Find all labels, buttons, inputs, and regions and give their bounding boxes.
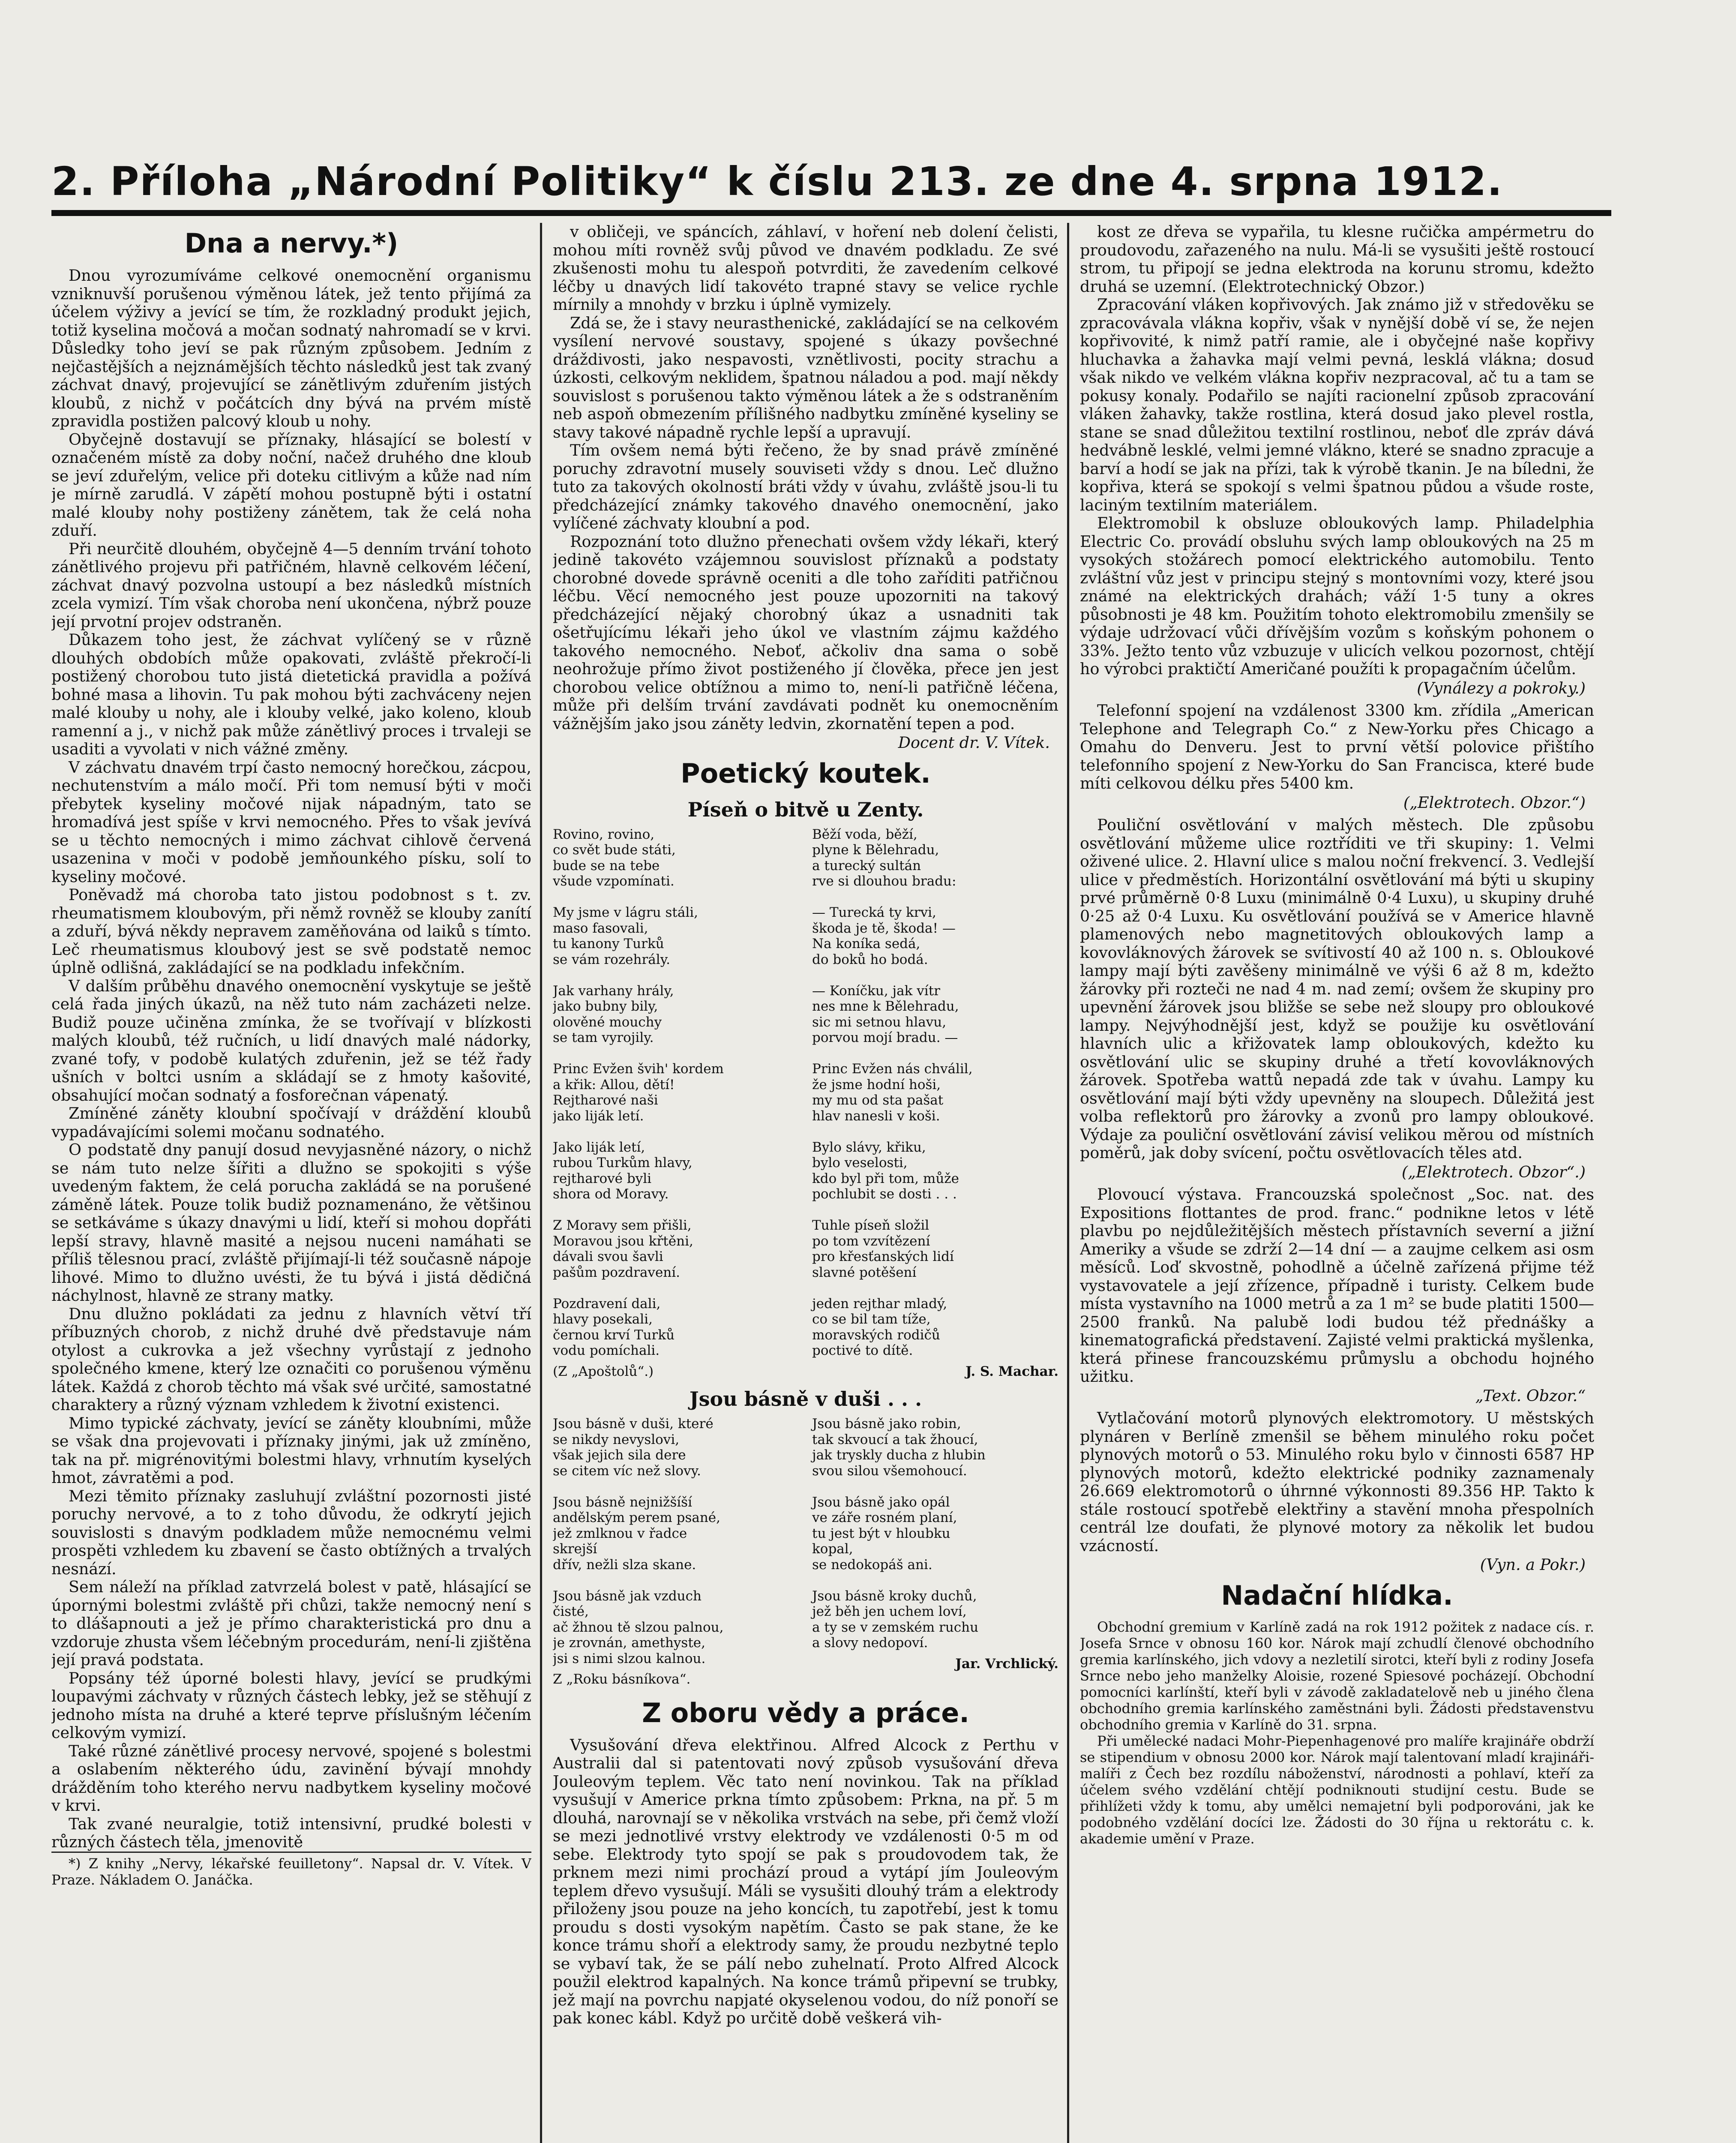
paragraph: Rozpoznání toto dlužno přenechati ovšem vždy lékaři, který jedině takovéto vzájemnou souvislost příznaků a podstaty chorobné dovede správně oceniti a dle toho zaříditi patřičnou léčbu. Věcí nemocného jest pouze upozorniti na takový předcházející nějaký chorobný úkaz a usnadniti tak ošetřujícímu lékaři jeho úkol ve vlastním zájmu každého takového nemocného. Neboť, ačkoliv dna sama o sobě neohrožuje přímo život postiženého jí člověka, přece jen jest chorobou velice obtížnou a mimo to, není-li patřičně léčena, může při delším trvání zavdávati podnět ku onemocněním vážnějším jako jsou záněty ledvin, zkornatění tepen a pod.	[553, 532, 1058, 733]
source-note: „Text. Obzor.“	[1475, 1386, 1586, 1405]
paragraph: Pouliční osvětlování v malých městech. Dle způsobu osvětlování můžeme ulice roztříditi ve tři skupiny: 1. Velmi oživené ulice. 2. Hlavní ulice s malou noční frekvencí. 3. Vedlejší ulice v předměstích. Horizontální osvětlování má býti u skupiny prvé průměrně 0·8 Luxu (minimálně 0·4 Luxu), u skupiny druhé 0·25 až 0·4 Luxu. Ku osvětlování používá se v Americe hlavně plamenových nebo magnetitových obloukových lamp a kovovláknových žárovek se svítivostí 40 až 100 n. s. Obloukové lampy mají býti zavěšeny minimálně ve výši 6 až 8 m, kdežto žárovky při rozteči ne nad 4 m. nad zemí; ovšem že skupiny pro upevnění žárovek jsou bližše se sebe než sloupy pro obloukové lampy. Nejvýhodnější jest, když se použije ku osvětlování hlavních ulic a křižovatek lamp obloukových, kdežto ku osvětlování ulic se skupiny druhé a třetí kovovláknových žárovek. Spotřeba wattů nepadá zde tak v úvahu. Lampy ku osvětlování mají býti vždy upevněny na sloupech. Důležitá jest volba reflektorů pro žárovky a zvonů pro lampy obloukové. Výdaje za pouliční osvětlování závisí velikou měrou od místních poměrů, jak doby svícení, počtu osvětlovacích těles atd.	[1080, 816, 1594, 1162]
column-2	[553, 223, 1058, 2143]
poem-text: Běží voda, běží, plyne k Bělehradu, a turecký sultán rve si dlouhou bradu: — Turecká ty krvi, škoda je tě, škoda! — Na koníka sedá, do boků ho bodá. — Koníčku, jak vítr nes mne k Bělehradu, sic mi setnou hlavu, porvou mojí bradu. — Princ Evžen nás chválil, že jsme hodní hoši, my mu od sta pašat hlav nanesli v koši. Bylo slávy, křiku, bylo veselosti, kdo byl při tom, může pochlubit se dosti . . . Tuhle píseň složil po tom vzvítězení pro křesťanských lidí slavné potěšení jeden rejthar mladý, co se bil tam tíže, moravských rodičů poctivé to dítě.	[812, 826, 973, 1358]
poem-text: Jsou básně jako robin, tak skvoucí a tak žhoucí, jak tryskly ducha z hlubin svou silou všemohoucí. Jsou básně jako opál ve záře rosném planí, tu jest být v hloubku kopal, se nedokopáš ani. Jsou básně kroky duchů, jež běh jen uchem loví, a ty se v zemském ruchu a slovy nedopoví.	[812, 1416, 986, 1651]
poem-author: J. S. Machar.	[965, 1363, 1058, 1379]
paragraph: Mezi těmito příznaky zasluhují zvláštní pozornosti jisté poruchy nervové, a to z toho důvodu, že odkrytí jejich souvislosti s dnavým podkladem může nemocnému velmi prospěti vzhledem ku zbavení se často obtížných a trvalých nesnází.	[51, 1486, 531, 1578]
page-header: 2. Příloha „Národní Politiky“ k číslu 213. ze dne 4. srpna 1912.	[51, 159, 1611, 216]
paragraph: Sem náleží na příklad zatvrzelá bolest v patě, hlásající se úpornými bolestmi zvláště při chůzi, takže nemocný není s to dlášapnouti a jež je přímo charakteristická pro dnu a vzdoruje zhusta všem léčebným procedurám, není-li zjištěna její pravá podstata.	[51, 1578, 531, 1669]
section-title-science: Z oboru vědy a práce.	[642, 1697, 969, 1729]
paragraph: Telefonní spojení na vzdálenost 3300 km. zřídila „American Telephone and Telegraph Co.“ z New-Yorku přes Chicago a Omahu do Denveru. Jest to první větší polovice přištího telefonního spojení z New-Yorku do San Francisca, které bude míti celkovou délku přes 5400 km.	[1080, 701, 1594, 792]
newspaper-page	[51, 159, 1684, 2143]
footnote: *) Z knihy „Nervy, lékařské feuilletony“. Napsal dr. V. Vítek. V Praze. Nákladem O. Janáčka.	[51, 1852, 531, 1888]
poem-columns	[553, 827, 1058, 1385]
section-title-foundation: Nadační hlídka.	[1221, 1579, 1453, 1611]
paragraph: Při umělecké nadaci Mohr-Piepenhagenové pro malíře krajináře obdrží se stipendium v obnosu 2000 kor. Nárok mají talentovaní mladí krajináři-malíři z Čech bez rozdílu náboženství, národnosti a pohlaví, kteří za účelem svého vzdělání chtějí podniknouti studijní cestu. Bude se přihlížeti vždy k tomu, aby umělci nemajetní byli podporováni, jak ke podobného vzdělání docíci lze. Žádosti do 30 října u rektorátu c. k. akademie umění v Praze.	[1080, 1732, 1594, 1847]
poem-text: Rovino, rovino, co svět bude státi, bude se na tebe všude vzpomínati. My jsme v lágru stáli, maso fasovali, tu kanony Turků se vám rozehrály. Jak varhany hrály, jako bubny bily, olověné mouchy se tam vyrojily. Princ Evžen švih' kordem a křik: Allou, dětí! Rejtharové naši jako liják letí. Jako liják letí, rubou Turkům hlavy, rejtharové byli shora od Moravy. Z Moravy sem přišli, Moravou jsou křtěni, dávali svou šavli pašům pozdravení. Pozdravení dali, hlavy posekali, černou krví Turků vodu pomíchali.	[553, 826, 724, 1358]
paragraph: Zmíněné záněty kloubní spočívají v dráždění kloubů vypadávajícími solemi močanu sodnatého.	[51, 1104, 531, 1141]
paragraph: Zdá se, že i stavy neurasthenické, zakládající se na celkovém vysílení nervové soustavy, spojené s úkazy povšechné dráždivosti, jako nespavosti, vznětlivosti, pocity strachu a úzkosti, celkovým neklidem, špatnou náladou a pod. mají někdy souvislost s porušenou takto výměnou látek a že s odstraněním neb aspoň obmezením přílišného nadbytku zmíněné kyseliny se stavy takové nápadně rychle lepší a upravují.	[553, 313, 1058, 441]
paragraph: Vytlačování motorů plynových elektromotory. U městských plynáren v Berlíně zmenšil se během minulého roku počet plynových motorů o 53. Minulého roku bylo v činnosti 6587 HP plynových motorů, kdežto elektrické podniky zaznamenaly 26.669 elektromotorů o úhrnné výkonnosti 89.356 HP. Takto k stále rostoucí spotřebě elektřiny a stavění mnoha přespolních centrál lze doufati, že plynové motory za několik let budou vzácností.	[1080, 1409, 1594, 1555]
poem-title: Jsou básně v duši . . .	[689, 1387, 922, 1411]
poem-columns	[553, 1416, 1058, 1693]
poem-title: Píseň o bitvě u Zenty.	[687, 798, 924, 821]
article-title-dna: Dna a nervy.*)	[184, 228, 399, 259]
paragraph: Popsány též úporné bolesti hlavy, jevící se prudkými loupavými záchvaty v různých částech lebky, jež se stěhují z jednoho místa na druhé a které teprve příslušným léčením celkovým vymizí.	[51, 1669, 531, 1742]
column-divider	[1067, 223, 1069, 2143]
poem-author: Jar. Vrchlický.	[955, 1656, 1058, 1672]
paragraph: Plovoucí výstava. Francouzská společnost „Soc. nat. des Expositions flottantes de prod. franc.“ podnikne letos v létě plavbu po nejdůležitějších městech přístavních severní a jižní Ameriky a všude se zdrží 2—14 dní — a zaujme celkem asi osm měsíců. Loď skvostně, pohodlně a účelně zařízená přijme též vystavovatele a její zřízence, případně i turisty. Celkem bude místa vystavního na 1000 metrů a za 1 m² se bude platiti 1500—2500 franků. Na palubě lodi budou též přednášky a kinematografická představení. Zajisté velmi praktická myšlenka, která přinese francouzskému průmyslu a obchodu hojného užitku.	[1080, 1185, 1594, 1386]
paragraph: v obličeji, ve spáncích, záhlaví, v hoření neb dolení čelisti, mohou míti rovněž svůj původ ve dnavém podkladu. Ze své zkušenosti mohu tu alespoň potvrditi, že zavedením celkové léčby u dnavých lidí takovéto trapné stavy se velice rychle mírnily a mnohdy v brzku i úplně vymizely.	[553, 223, 1058, 314]
paragraph: Poněvadž má choroba tato jistou podobnost s t. zv. rheumatismem kloubovým, při němž rovněž se klouby zanítí a zduří, bývá někdy nepravem zaměňována od laiků s tímto. Leč rheumatismus kloubový jest se svě podstatě nemoc úplně odlišná, zakládající se na podkladu infekčním.	[51, 885, 531, 977]
paragraph: Tak zvané neuralgie, totiž intensivní, prudké bolesti v různých částech těla, jmenovitě	[51, 1814, 531, 1851]
source-note: (Vyn. a Pokr.)	[1480, 1555, 1586, 1574]
paragraph: O podstatě dny panují dosud nevyjasněné názory, o nichž se nám tuto nelze šířiti a dlužno se spokojiti s výše uvedeným faktem, že celá porucha zakládá se na porušené záměně látek. Pouze tolik budiž poznamenáno, že většinou se setkáváme s úkazy dnavými u lidí, kteří si mohou dopřáti lepší stravy, hlavně masité a nejsou nuceni namáhati se příliš tělesnou prací, zvláště přijímají-li též současně nápoje lihové. Mimo to dlužno uvésti, že tu bývá i jistá dědičná náchylnost, hlavně ze strany matky.	[51, 1141, 531, 1305]
poem-left	[553, 827, 799, 1385]
paragraph: kost ze dřeva se vypařila, tu klesne ručička ampérmetru do proudovodu, zařazeného na nulu. Má-li se vysušiti ještě rostoucí strom, tu připojí se jedna elektroda na korunu stromu, kdežto druhá se uzemní. (Elektrotechnický Obzor.)	[1080, 223, 1594, 296]
paragraph: V záchvatu dnavém trpí často nemocný horečkou, zácpou, nechutenstvím a málo močí. Při tom nemusí býti v moči přebytek kyseliny močové nijak nápadným, tato se hromadívá jest spíše v krvi nemocného. Přes to však jevívá se u těchto nemocných i mimo záchvat cihlově červená usazenina v moči v podobě jemňounkého písku, solí to kyseliny močové.	[51, 758, 531, 886]
source-note: („Elektrotech. Obzor“.)	[1401, 1162, 1586, 1181]
paragraph: Elektromobil k obsluze obloukových lamp. Philadelphia Electric Co. provádí obsluhu svých lamp obloukových na 25 m vysokých stožárech pomocí elektrického automobilu. Tento zvláštní vůz jest v principu stejný s montovními vozy, které jsou známé na elektrických drahách; váží 1·5 tuny a okres působnosti je 48 km. Použitím tohoto elektromobilu zmenšily se výdaje udržovací vůči dřívějším vozům s koňským pohonem o 33%. Ježto tento vůz vzbuzuje v ulicích velkou pozornost, chtějí ho výrobci praktičtí Američané použíti k propagačním účelům.	[1080, 514, 1594, 678]
paragraph: Zpracování vláken kopřivových. Jak známo již v středověku se zpracovávala vlákna kopřiv, však v nynější době ví se, že nejen kopřivovité, k nimž patří ramie, ale i obyčejné naše kopřivy hluchavka a žahavka mají velmi pevná, lesklá vlákna; dosud však nikdo ve velkém vlákna kopřiv nezpracoval, ač tu a tam se pokusy konaly. Podařilo se najíti racionelní způsob zpracování vláken žahavky, takže rostlina, která dosud jako plevel rostla, stane se snad důležitou textilní rostlinou, neboť dle zpráv dává hedvábně lesklé, velmi jemné vlákno, které se snadno zpracuje a barví a hodí se jak na přízi, tak k výrobě tkanin. Je na bíledni, že kopřiva, která se spokojí s velmi špatnou půdou a všude roste, laciným textilním materiálem.	[1080, 295, 1594, 514]
paragraph: Vysušování dřeva elektřinou. Alfred Alcock z Perthu v Australii dal si patentovati nový způsob vysušování dřeva Jouleovým teplem. Věc tato není novinkou. Tak na příklad vysušují v Americe prkna tímto způsobem: Prkna, na př. 5 m dlouhá, narovnají se v několika vrstvách na sebe, při čemž vloží se mezi jednotlivé vrstvy elektrody ve vzdálenosti 0·5 m od sebe. Elektrody tyto spojí se pak s proudovodem tak, že prknem mezi nimi prochází proud a vytápí jím Jouleovým teplem dřevo vysušují. Máli se vysušiti dlouhý trám a elektrody přiloženy jsou pouze na jeho koncích, tu zapotřebí, jest k tomu proudu s dosti vysokým napětím. Často se pak stane, že ke konce trámu shoří a elektrody samy, že proudu nezbytné teplo se vybaví tak, že se pálí nebo zuhelnatí. Proto Alfred Alcock použil elektrod kapalných. Na konce trámů připevní se trubky, jež mají na povrchu napjaté okyselenou vodou, do níž ponoří se pak konec kábl. Když po určitě době veškerá vih-	[553, 1735, 1058, 2027]
poetry-corner-title: Poetický koutek.	[681, 757, 931, 789]
poem-source: Z „Roku básníkova“.	[553, 1672, 691, 1687]
paragraph: Důkazem toho jest, že záchvat vylíčený se v různě dlouhých obdobích může opakovati, zvláště překročí-li postižený chorobou tuto jistá dietetická pravidla a požívá bohné masa a lihovin. Tu pak mohou býti zachváceny nejen malé klouby u nohy, ale i klouby velké, jako koleno, kloub ramenní a j., v nichž pak může zánětlivý proces i trvaleji se usaditi a vyvolati v nich vážné změny.	[51, 630, 531, 758]
paragraph: Dnou vyrozumíváme celkové onemocnění organismu vzniknuvší porušenou výměnou látek, jež tento přijímá za účelem výživy a jevící se tím, že rozkladný produkt jejich, totiž kyselina močová a močan sodnatý nahromadí se v krvi. Důsledky toho jeví se pak různým způsobem. Jedním z nejčastějších a nejznámějších těchto následků jest tak zvaný záchvat dnavý, projevující se zánětlivým zduřením jistých kloubů, z nichž v počátcích dny bývá na prvém místě zpravidla postižen palcový kloub u nohy.	[51, 266, 531, 430]
paragraph: Tím ovšem nemá býti řečeno, že by snad právě zmíněné poruchy zdravotní musely souviseti vždy s dnou. Leč dlužno tuto za takových okolností bráti vždy v úvahu, zvláště jsou-li tu předcházející známky takového dnavého onemocnění, jako vylíčené záchvaty kloubní a pod.	[553, 441, 1058, 532]
source-note: (Vynálezy a pokroky.)	[1417, 678, 1586, 697]
paragraph: Obyčejně dostavují se příznaky, hlásající se bolestí v označeném místě za doby noční, načež druhého dne kloub se jeví zduřelým, velice při doteku citlivým a kůže nad ním je mírně zarudlá. V zápětí mohou postupně býti i ostatní malé klouby nohy postiženy zánětem, tak že celá noha zduří.	[51, 430, 531, 540]
paragraph: Dnu dlužno pokládati za jednu z hlavních větví tří příbuzných chorob, z nichž druhé dvě představuje nám otylost a cukrovka a jež všechny vyrůstají z jednoho společného kmene, který lze označiti co porušenou výměnu látek. Každá z chorob těchto má však své určité, samostatné charaktery a různý význam vzhledem k životní existenci.	[51, 1304, 531, 1414]
poem-right	[812, 827, 1058, 1385]
paragraph: V dalším průběhu dnavého onemocnění vyskytuje se ještě celá řada jiných úkazů, na něž tuto nám zacházeti nelze. Budiž pouze učiněna zmínka, že se tvořívají v blízkosti malých kloubů, též ručních, u lidí dnavých malé nádorky, zvané tofy, v podobě kulatých zduřenin, jež se též řady ušních v boltci usním a skládají se z hmoty kašovité, obsahující močan sodnatý a fosforečnan vápenatý.	[51, 976, 531, 1105]
poem-text: Jsou básně v duši, které se nikdy nevyslovi, však jejich sila dere se citem víc než slovy. Jsou básně nejnižšíší andělským perem psané, jež zmlknou v řadce skrejší dřív, nežli slza skane. Jsou básně jak vzduch čisté, ač žhnou tě slzou palnou, je zrovnán, amethyste, jsi s nimi slzou kalnou.	[553, 1416, 724, 1666]
article-signature: Docent dr. V. Vítek.	[898, 733, 1050, 752]
source-note: („Elektrotech. Obzor.“)	[1403, 793, 1586, 812]
paragraph: Mimo typické záchvaty, jevící se záněty kloubními, může se však dna projevovati i příznaky jinými, jak už zmíněno, tak na př. migrénovitými bolestmi hlavy, vrhnutím kyselých hmot, závratěmi a pod.	[51, 1414, 531, 1487]
paragraph: Při neurčitě dlouhém, obyčejně 4—5 denním trvání tohoto zánětlivého projevu při patřičném, hlavně celkovém léčení, záchvat dnavý pozvolna ustoupí a bez následků místních zcela vymizí. Tím však choroba není ukončena, nýbrž pouze její prvotní projev odstraněn.	[51, 539, 531, 631]
paragraph: Také různé zánětlivé procesy nervové, spojené s bolestmi a oslabením některého údu, zavinění bývají mnohdy drážděním toho kterého nervu nadbytkem kyseliny močové v krvi.	[51, 1741, 531, 1815]
column-1	[51, 223, 531, 2143]
columns	[51, 223, 1611, 2143]
column-3	[1080, 223, 1594, 2143]
poem-right	[812, 1416, 1058, 1693]
poem-source: (Z „Apoštolů“.)	[553, 1363, 654, 1379]
column-divider	[540, 223, 542, 2143]
paragraph: Obchodní gremium v Karlíně zadá na rok 1912 požitek z nadace cís. r. Josefa Srnce v obnosu 160 kor. Nárok mají zchudlí členové obchodního gremia karlínského, jich vdovy a nezletilí sirotci, kteří byli z rodiny Josefa Srnce nebo jeho manželky Aloisie, rozené Spiesové pocházejí. Obchodní pomocníci karlínští, kteří byli v závodě zakladatelově neb u jiného člena obchodního gremia karlínského zaměstnáni byli. Žádosti představenstvu obchodního gremia v Karlíně do 31. srpna.	[1080, 1618, 1594, 1733]
poem-left	[553, 1416, 799, 1693]
